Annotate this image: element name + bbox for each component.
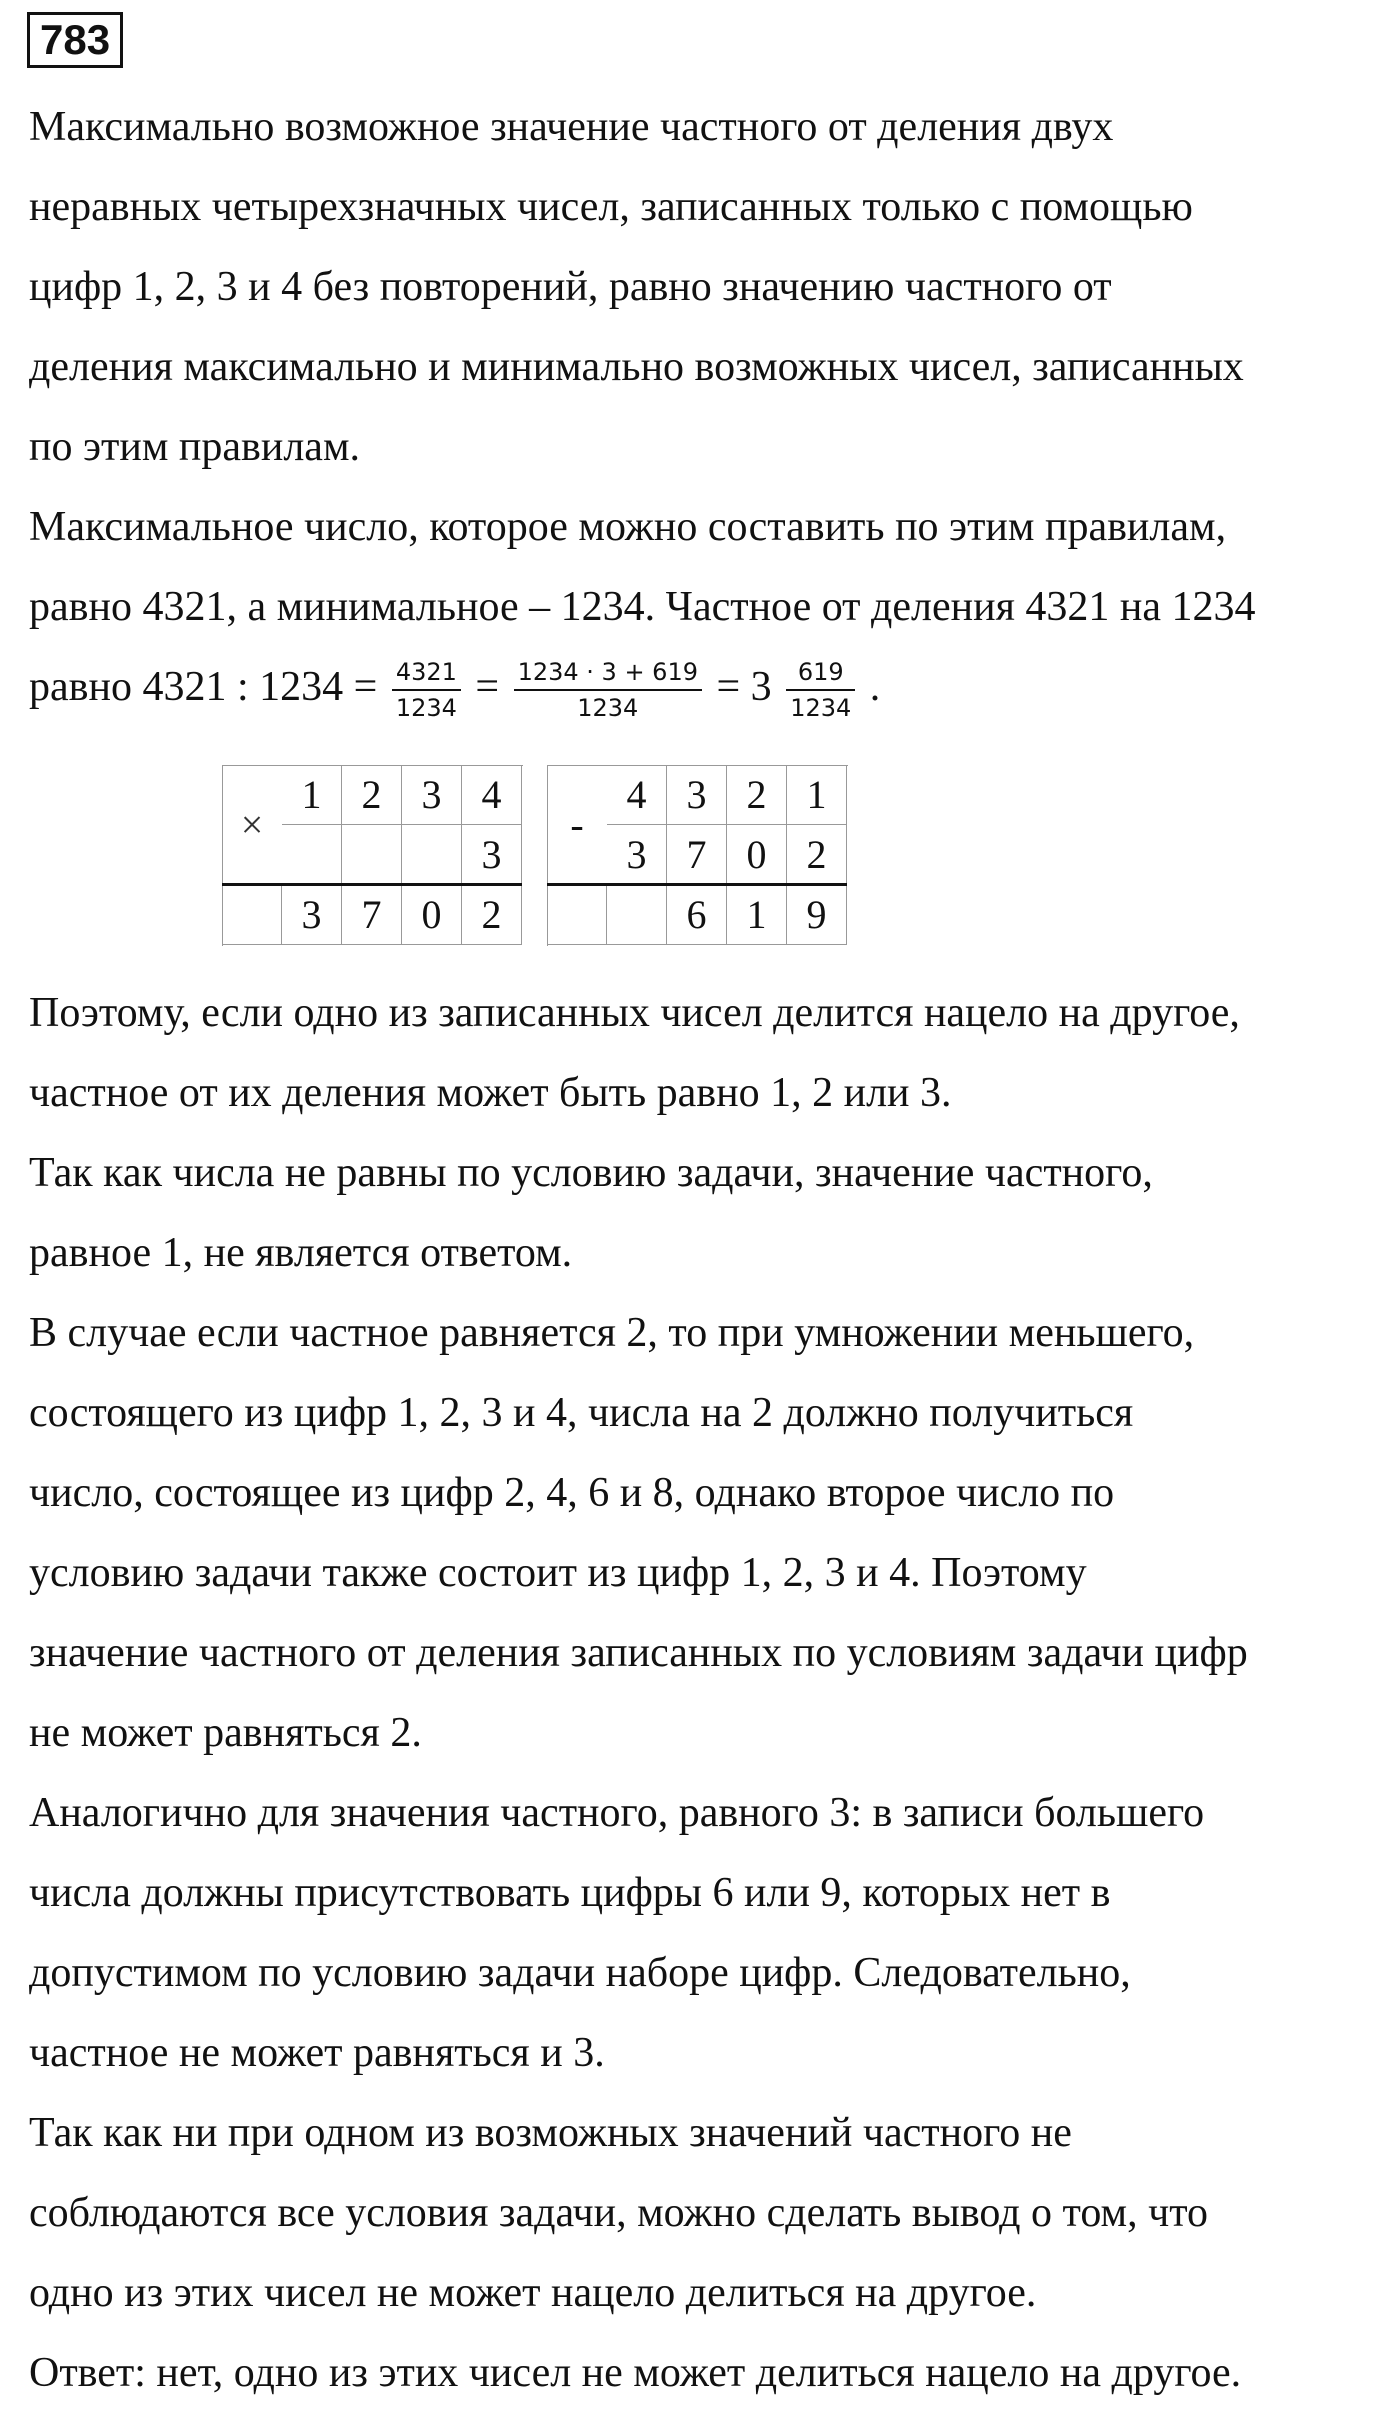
text-line: значение частного от деления записанных по условиям задачи цифр [29, 1630, 1248, 1676]
text-line: не может равняться 2. [29, 1710, 422, 1756]
digit-cell: 0 [727, 825, 787, 885]
digit-cell: 3 [667, 765, 727, 825]
text-line: Аналогично для значения частного, равного 3: в записи большего [29, 1790, 1205, 1836]
text-line: В случае если частное равняется 2, то при умножении меньшего, [29, 1310, 1195, 1356]
reasoning-paragraph [29, 973, 1389, 2413]
result-line [222, 883, 522, 886]
text-line: частное не может равняться и 3. [29, 2030, 605, 2076]
digit-cell: 2 [727, 765, 787, 825]
digit-cell: 2 [342, 765, 402, 825]
digit-cell: 7 [667, 825, 727, 885]
digit-cell: 4 [462, 765, 522, 825]
fraction-numerator: 4321 [392, 655, 461, 691]
fraction-denominator: 1234 [790, 694, 852, 723]
text-line: одно из этих чисел не может нацело делиться на другое. [29, 2270, 1037, 2316]
text-line: Поэтому, если одно из записанных чисел делится нацело на другое, [29, 990, 1240, 1036]
fraction-numerator: 1234 · 3 + 619 [514, 655, 702, 691]
subtraction-table [547, 765, 847, 945]
digit-cell [402, 825, 462, 885]
text-line: деления максимально и минимально возможных чисел, записанных [29, 344, 1244, 390]
digit-cell [342, 825, 402, 885]
text-line: цифр 1, 2, 3 и 4 без повторений, равно значению частного от [29, 264, 1112, 310]
equals-whole-part: = 3 [716, 664, 772, 710]
text-line: соблюдаются все условия задачи, можно сделать вывод о том, что [29, 2190, 1209, 2236]
fraction-expanded [514, 655, 702, 725]
digit-cell: 2 [462, 885, 522, 945]
fraction-denominator: 1234 [395, 694, 457, 723]
fraction-numerator: 619 [786, 655, 855, 691]
digit-cell: 2 [787, 825, 847, 885]
fraction-remainder [786, 655, 855, 725]
formula-end: . [869, 664, 881, 710]
digit-cell: 6 [667, 885, 727, 945]
text-line: неравных четырехзначных чисел, записанных только с помощью [29, 184, 1193, 230]
empty-cell [222, 885, 282, 945]
empty-cell [547, 885, 607, 945]
minus-sign: - [570, 802, 584, 847]
text-line: Так как ни при одном из возможных значений частного не [29, 2110, 1072, 2156]
digit-cell: 1 [282, 765, 342, 825]
answer-line: Ответ: нет, одно из этих чисел не может делиться нацело на другое. [29, 2350, 1242, 2396]
equals-sign: = [475, 664, 500, 710]
digit-cell [282, 825, 342, 885]
text-line: Максимальное число, которое можно составить по этим правилам, [29, 504, 1227, 550]
digit-cell: 3 [402, 765, 462, 825]
fraction-denominator: 1234 [577, 694, 639, 723]
text-line: частное от их деления может быть равно 1, 2 или 3. [29, 1070, 952, 1116]
digit-cell: 7 [342, 885, 402, 945]
problem-number: 783 [27, 12, 123, 68]
text-line: по этим правилам. [29, 424, 361, 470]
digit-cell: 4 [607, 765, 667, 825]
text-line: условию задачи также состоит из цифр 1, 2, 3 и 4. Поэтому [29, 1550, 1087, 1596]
text-line: Так как числа не равны по условию задачи, значение частного, [29, 1150, 1153, 1196]
formula-line [29, 647, 1389, 727]
digit-cell [607, 885, 667, 945]
formula-lead: равно 4321 : 1234 = [29, 664, 378, 710]
digit-cell: 3 [607, 825, 667, 885]
result-line [547, 883, 847, 886]
text-line: допустимом по условию задачи наборе цифр. Следовательно, [29, 1950, 1131, 1996]
text-line: число, состоящее из цифр 2, 4, 6 и 8, однако второе число по [29, 1470, 1115, 1516]
digit-cell: 9 [787, 885, 847, 945]
digit-cell: 1 [787, 765, 847, 825]
text-line: состоящего из цифр 1, 2, 3 и 4, числа на 2 должно получиться [29, 1390, 1134, 1436]
text-line: числа должны присутствовать цифры 6 или 9, которых нет в [29, 1870, 1111, 1916]
intro-paragraph [29, 87, 1389, 727]
digit-cell: 3 [282, 885, 342, 945]
digit-cell: 0 [402, 885, 462, 945]
fraction-4321-over-1234 [392, 655, 461, 725]
multiply-sign: × [240, 802, 264, 847]
text-line: равное 1, не является ответом. [29, 1230, 573, 1276]
multiplication-table [222, 765, 522, 945]
digit-cell: 3 [462, 825, 522, 885]
text-line: равно 4321, а минимальное – 1234. Частное от деления 4321 на 1234 [29, 584, 1256, 630]
text-line: Максимально возможное значение частного от деления двух [29, 104, 1114, 150]
digit-cell: 1 [727, 885, 787, 945]
